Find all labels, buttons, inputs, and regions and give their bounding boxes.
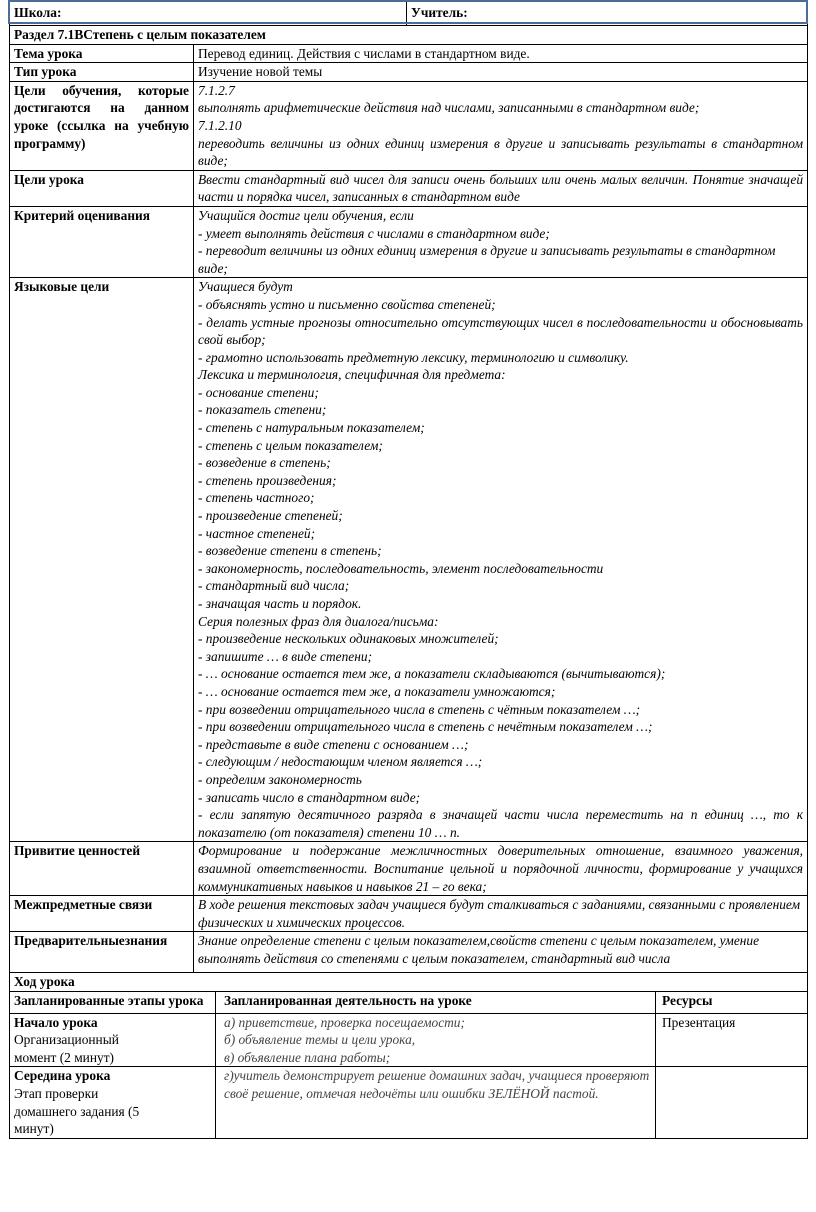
- start-stage-title: Начало урока: [14, 1014, 98, 1030]
- language-line: - возведение в степень;: [198, 455, 331, 471]
- stages-header: Запланированные этапы урока: [10, 992, 216, 1014]
- row-lesson-goals: [10, 170, 808, 206]
- language-line: - представьте в виде степени с основанием …;: [198, 736, 469, 752]
- language-line: - … основание остается тем же, а показатели умножаются;: [198, 683, 556, 699]
- language-line: - закономерность, последовательность, элемент последовательности: [198, 560, 604, 576]
- criteria-value: [194, 206, 808, 277]
- language-line: - записать число в стандартном виде;: [198, 789, 421, 805]
- language-line: - степень с целым показателем;: [198, 437, 383, 453]
- row-type: [10, 63, 808, 82]
- start-activities: [216, 1013, 656, 1067]
- topic-value: Перевод единиц. Действия с числами в стандартном виде.: [194, 44, 808, 63]
- language-line: - если запятую десятичного разряда в значащей части числа переместить на n единиц …, то к показателю (от показателя) степени 10 … n.: [198, 807, 804, 840]
- language-line: - произведение степеней;: [198, 508, 343, 524]
- criteria-label: Критерий оценивания: [10, 206, 194, 277]
- language-line: - значащая часть и порядок.: [198, 596, 362, 611]
- lesson-start-row: [10, 1013, 808, 1067]
- row-values: [10, 842, 808, 896]
- language-line: Учащиеся будут: [198, 279, 293, 295]
- language-line: - следующим / недостающим членом является …;: [198, 754, 483, 770]
- learning-goals-value: [194, 81, 808, 170]
- middle-resource: [656, 1067, 808, 1138]
- middle-stage-desc: Этап проверки домашнего задания (5 минут): [14, 1086, 140, 1137]
- values-label: Привитие ценностей: [10, 842, 194, 896]
- criteria-line: - умеет выполнять действия с числами в стандартном виде;: [198, 225, 550, 241]
- middle-stage: [10, 1067, 216, 1138]
- lesson-goals-label: Цели урока: [10, 170, 194, 206]
- language-line: - запишите … в виде степени;: [198, 648, 373, 664]
- learning-goal-line: переводить величины из одних единиц измерения в другие и записывать результаты в стандартном виде;: [198, 135, 804, 169]
- row-learning-goals: [10, 81, 808, 170]
- activity-line: г)учитель демонстрирует решение домашних задач, учащиеся проверяют своё решение, отмечая недочёты или ошибки ЗЕЛЁНОЙ пастой.: [224, 1068, 650, 1102]
- teacher-label: Учитель:: [407, 2, 808, 26]
- language-line: - при возведении отрицательного числа в степень с нечётным показателем …;: [198, 719, 653, 735]
- school-label: Школа:: [10, 2, 407, 26]
- values-value: Формирование и подержание межличностных доверительных отношение, взаимного уважения, взаимной ответственности. Воспитание цельной и порядочной личности, формирование у учащихся коммуникативных навыков и навыков 21 – го века;: [194, 842, 808, 896]
- language-line: - степень произведения;: [198, 472, 337, 488]
- row-language-goals: [10, 278, 808, 842]
- language-line: - частное степеней;: [198, 525, 316, 541]
- language-goals-label: Языковые цели: [10, 278, 194, 842]
- language-line: - … основание остается тем же, а показатели складываются (вычитываются);: [198, 666, 666, 682]
- language-line: - возведение степени в степень;: [198, 543, 382, 559]
- row-topic: [10, 44, 808, 63]
- cross-curricular-value: В ходе решения текстовых задач учащиеся будут сталкиваться с заданиями, связанными с проявлением физических и химических процессов.: [194, 896, 808, 932]
- learning-goals-label: Цели обучения, которые достигаются на данном уроке (ссылка на учебную программу): [10, 81, 194, 170]
- row-criteria: [10, 206, 808, 277]
- activity-line: в) объявление плана работы;: [224, 1049, 391, 1065]
- start-resource: Презентация: [656, 1013, 808, 1067]
- activity-header: Запланированная деятельность на уроке: [216, 992, 656, 1014]
- lesson-plan-table: [9, 1, 808, 1139]
- language-line: - степень с натуральным показателем;: [198, 420, 425, 436]
- type-value: Изучение новой темы: [194, 63, 808, 82]
- language-line: - грамотно использовать предметную лексику, терминологию и символику.: [198, 349, 629, 365]
- lesson-middle-row: [10, 1067, 808, 1138]
- section-row: [10, 26, 808, 45]
- start-stage: [10, 1013, 216, 1067]
- language-line: - произведение нескольких одинаковых множителей;: [198, 631, 499, 647]
- prior-knowledge-label: Предварительныезнания: [10, 932, 194, 973]
- learning-goal-line: выполнять арифметические действия над числами, записанными в стандартном виде;: [198, 100, 700, 116]
- language-line: - показатель степени;: [198, 402, 327, 418]
- lesson-flow-title: Ход урока: [10, 973, 808, 992]
- header-row: [10, 2, 808, 26]
- language-line: - определим закономерность: [198, 771, 362, 787]
- lesson-goals-value: Ввести стандартный вид чисел для записи очень больших или очень малых величин. Понятие значащей части и порядка чисел, записанных в стандартном виде: [194, 170, 808, 206]
- activity-line: а) приветствие, проверка посещаемости;: [224, 1014, 465, 1030]
- criteria-line: Учащийся достиг цели обучения, если: [198, 207, 414, 223]
- lesson-flow-header-row: [10, 992, 808, 1014]
- resources-header: Ресурсы: [656, 992, 808, 1014]
- language-line: - делать устные прогнозы относительно отсутствующих чисел в последовательности и обосновывать свой выбор;: [198, 314, 804, 348]
- language-line: Лексика и терминология, специфичная для предмета:: [198, 367, 506, 383]
- type-label: Тип урока: [10, 63, 194, 82]
- lesson-flow-title-row: [10, 973, 808, 992]
- topic-label: Тема урока: [10, 44, 194, 63]
- language-line: - при возведении отрицательного числа в степень с чётным показателем …;: [198, 701, 641, 717]
- lesson-plan-document: [9, 1, 807, 1139]
- section-title: Раздел 7.1ВСтепень с целым показателем: [10, 26, 808, 45]
- language-line: - объяснять устно и письменно свойства степеней;: [198, 296, 496, 312]
- learning-goal-line: 7.1.2.10: [198, 117, 242, 133]
- learning-goal-line: 7.1.2.7: [198, 82, 235, 98]
- row-prior-knowledge: [10, 932, 808, 973]
- criteria-line: - переводит величины из одних единиц измерения в другие и записывать результаты в стандартном виде;: [198, 243, 776, 276]
- middle-stage-title: Середина урока: [14, 1068, 111, 1084]
- language-goals-value: [194, 278, 808, 842]
- cross-curricular-label: Межпредметные связи: [10, 896, 194, 932]
- start-stage-desc: Организационный момент (2 минут): [14, 1032, 119, 1065]
- activity-line: б) объявление темы и цели урока,: [224, 1032, 416, 1048]
- middle-activities: [216, 1067, 656, 1138]
- language-line: - стандартный вид числа;: [198, 578, 350, 594]
- language-line: - степень частного;: [198, 490, 315, 506]
- prior-knowledge-value: Знание определение степени с целым показателем,свойств степени с целым показателем, умение выполнять действия со степенями с целым показателем, стандартный вид числа: [194, 932, 808, 973]
- language-line: Серия полезных фраз для диалога/письма:: [198, 613, 439, 629]
- language-line: - основание степени;: [198, 384, 319, 400]
- row-cross-curricular: [10, 896, 808, 932]
